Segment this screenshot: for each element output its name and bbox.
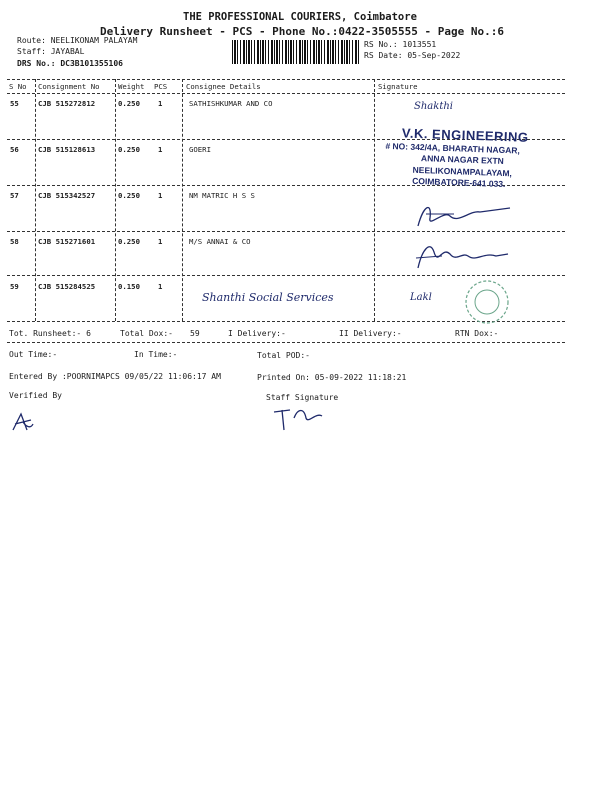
- col-pcs-header: PCS: [154, 82, 168, 91]
- route-label: Route: NEELIKONAM PALAYAM: [17, 36, 138, 45]
- col-consignment-header: Consignment No: [38, 82, 100, 91]
- rs-date: RS Date: 05-Sep-2022: [364, 51, 461, 60]
- row-consignment: CJB 515342527: [38, 191, 96, 200]
- col-divider: [374, 79, 375, 321]
- verified-by: Verified By: [9, 391, 62, 400]
- round-seal: [455, 278, 525, 328]
- entered-by: Entered By :POORNIMAPCS 09/05/22 11:06:17 AM: [9, 372, 221, 381]
- row-weight: 0.250: [118, 191, 140, 200]
- row-weight: 0.250: [118, 99, 140, 108]
- row-weight: 0.150: [118, 282, 140, 291]
- stamp-line: NEELIKONAMPALAYAM,: [412, 164, 513, 179]
- stamp-line: ANNA NAGAR EXTN: [420, 153, 504, 166]
- row-consignee: SATHISHKUMAR AND CO: [189, 99, 273, 108]
- out-time: Out Time:-: [9, 350, 58, 359]
- rs-number: RS No.: 1013551: [364, 40, 437, 49]
- stamp-line: COIMBATORE-641 033.: [412, 175, 506, 190]
- row-weight: 0.250: [118, 145, 140, 154]
- row-consignment: CJB 515284525: [38, 282, 96, 291]
- staff-signature-scribble: [270, 402, 350, 432]
- signature-scribble: [412, 240, 522, 276]
- row-consignment: CJB 515128613: [38, 145, 96, 154]
- col-weight-header: Weight: [118, 82, 145, 91]
- total-dox-label: Total Dox:-: [120, 329, 173, 338]
- verified-signature-scribble: [9, 410, 37, 434]
- totals-rule: [7, 342, 565, 343]
- drs-number: DRS No.: DC3B101355106: [17, 59, 123, 68]
- col-sno-header: S No: [9, 82, 27, 91]
- runsheet-title: Delivery Runsheet - PCS - Phone No.:0422-3505555 - Page No.:6: [100, 25, 504, 38]
- in-time: In Time:-: [134, 350, 178, 359]
- row-pcs: 1: [158, 99, 163, 108]
- total-pod: Total POD:-: [257, 351, 310, 360]
- row-consignee: NM MATRIC H S S: [189, 191, 255, 200]
- row-sno: 59: [10, 282, 19, 291]
- row-pcs: 1: [158, 282, 163, 291]
- col-consignee-header: Consignee Details: [186, 82, 261, 91]
- col-divider: [35, 79, 36, 321]
- row-pcs: 1: [158, 237, 163, 246]
- row-consignee: GOERI: [189, 145, 211, 154]
- company-title: THE PROFESSIONAL COURIERS, Coimbatore: [183, 11, 417, 23]
- i-delivery: I Delivery:-: [228, 329, 286, 338]
- printed-on: Printed On: 05-09-2022 11:18:21: [257, 373, 407, 382]
- rtn-dox: RTN Dox:-: [455, 329, 499, 338]
- row-sno: 58: [10, 237, 19, 246]
- table-top-rule: [7, 79, 565, 80]
- stamp-line: # NO: 342/4A, BHARATH NAGAR,: [385, 140, 520, 156]
- barcode: [232, 40, 360, 64]
- row-consignment: CJB 515272812: [38, 99, 96, 108]
- row-sno: 57: [10, 191, 19, 200]
- col-divider: [182, 79, 183, 321]
- staff-label: Staff: JAYABAL: [17, 47, 85, 56]
- row-consignee: M/S ANNAI & CO: [189, 237, 251, 246]
- header-rule: [7, 93, 565, 94]
- row-pcs: 1: [158, 191, 163, 200]
- stamp-line: V.K. ENGINEERING: [401, 125, 529, 145]
- row-pcs: 1: [158, 145, 163, 154]
- total-runsheet: Tot. Runsheet:- 6: [9, 329, 91, 338]
- row-sno: 55: [10, 99, 19, 108]
- handwritten-consignee-note: Shanthi Social Services: [202, 291, 334, 304]
- signature-scribble: [410, 200, 520, 232]
- row-sno: 56: [10, 145, 19, 154]
- handwritten-signature: Shakthi: [414, 101, 453, 112]
- ii-delivery: II Delivery:-: [339, 329, 402, 338]
- staff-signature-label: Staff Signature: [266, 393, 339, 402]
- company-stamp: [382, 125, 569, 195]
- row-consignment: CJB 515271601: [38, 237, 96, 246]
- total-dox-value: 59: [190, 329, 200, 338]
- col-divider: [115, 79, 116, 321]
- col-signature-header: Signature: [378, 82, 418, 91]
- row-weight: 0.250: [118, 237, 140, 246]
- handwritten-signature: Lakl: [410, 292, 432, 303]
